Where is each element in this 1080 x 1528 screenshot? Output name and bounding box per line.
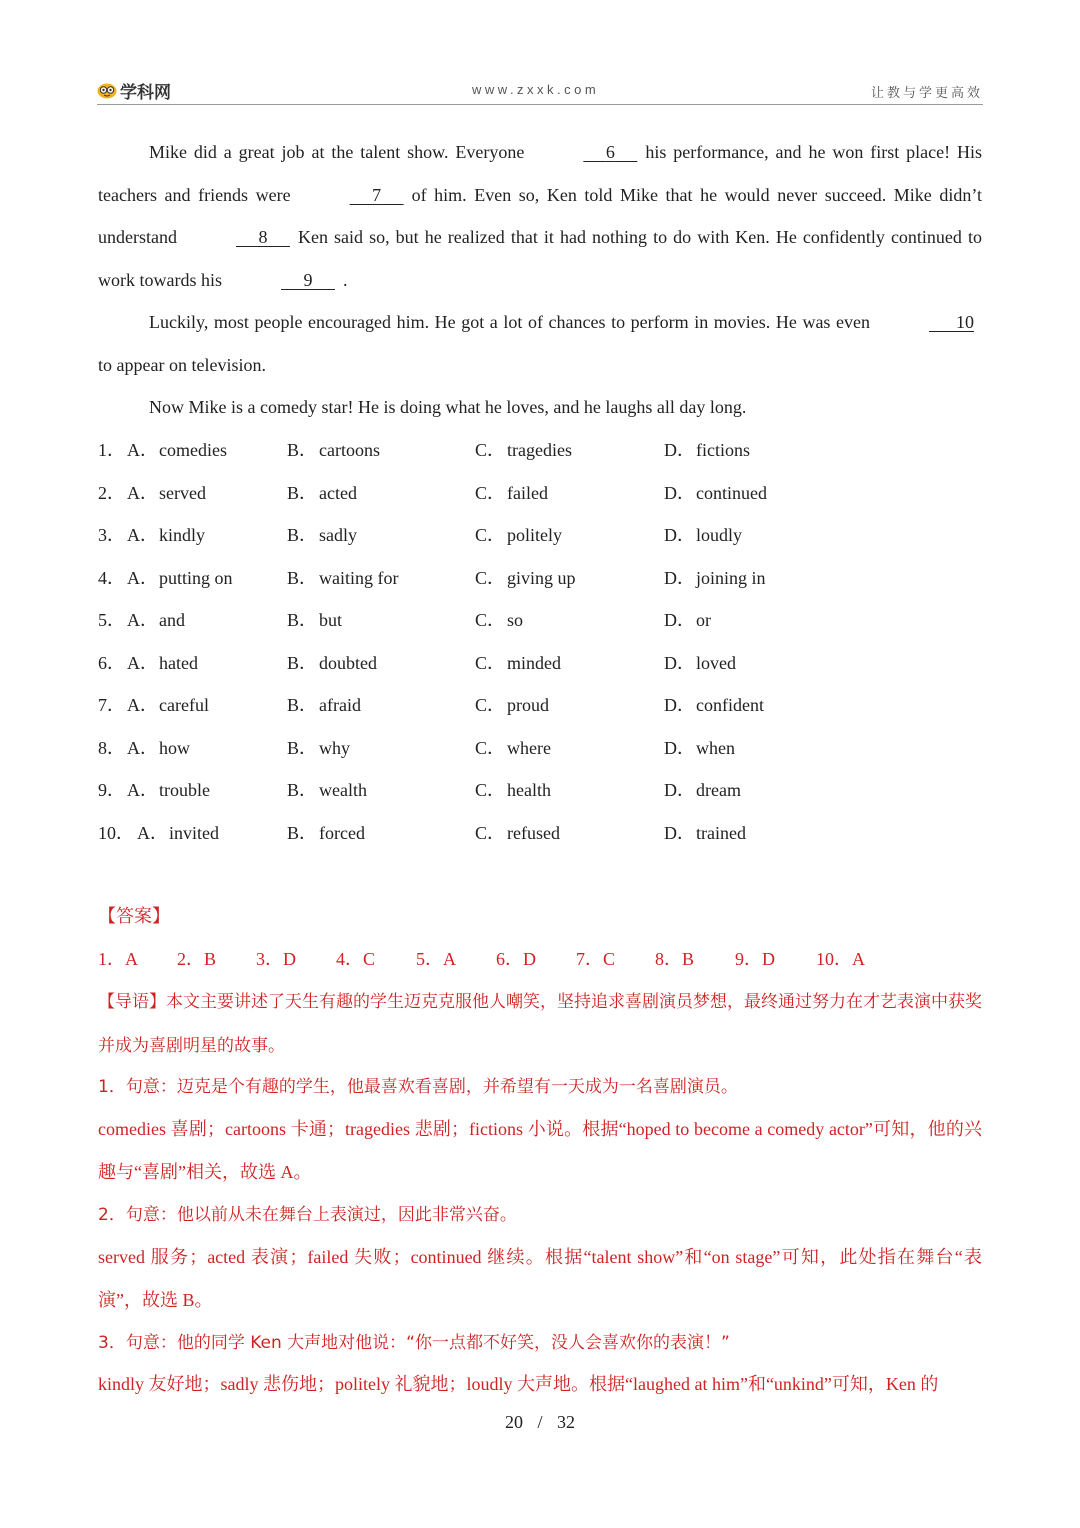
option-a: A．kindly — [127, 525, 206, 545]
option-b: B． why — [287, 737, 350, 758]
option-c: C． health — [475, 780, 551, 800]
answer-item: 5．A — [416, 949, 456, 969]
option-b: B． doubted — [287, 652, 377, 673]
question-row — [98, 514, 798, 557]
question-row — [98, 684, 798, 727]
option-b: B． but — [287, 610, 343, 630]
option-b: B． wealth — [287, 780, 367, 800]
option-d: D．or — [664, 610, 711, 630]
option-c: C． refused — [475, 822, 560, 843]
option-c: C． proud — [475, 695, 549, 715]
passage-text: Mike did a great job at the talent show. Everyone — [149, 142, 525, 162]
slogan: 让教与学更高效 — [870, 86, 983, 101]
option-d: D．loudly — [664, 525, 743, 545]
answer-item: 10．A — [816, 949, 865, 969]
question-row — [98, 557, 798, 600]
passage-text: Luckily, most people encouraged him. He got a lot of chances to perform in movies. He was even — [149, 312, 870, 332]
option-c: C． minded — [475, 652, 561, 673]
question-number: 6． — [98, 652, 125, 673]
answer-title: 【答案】 — [98, 906, 170, 927]
passage-text: his performance, and he won first place! His teachers and friends were — [98, 142, 982, 205]
q1-explanation — [98, 1108, 982, 1193]
option-c: C． giving up — [475, 567, 576, 588]
option-a: A．served — [127, 482, 206, 503]
option-c: C． politely — [475, 525, 562, 545]
passage-paragraph-3 — [98, 386, 982, 429]
answer-item: 3．D — [256, 949, 296, 969]
option-d: D．fictions — [664, 440, 750, 460]
option-d: D．joining in — [664, 567, 766, 588]
q2-heading — [98, 1193, 982, 1237]
option-a: A．trouble — [127, 780, 210, 800]
question-row — [98, 599, 798, 642]
q2-heading-text: 2．句意：他以前从未在舞台上表演过，因此非常兴奋。 — [98, 1205, 517, 1225]
passage-text: Now Mike is a comedy star! He is doing what he loves, and he laughs all day long. — [149, 397, 747, 417]
question-number: 5． — [98, 610, 125, 630]
option-c: C． where — [475, 737, 551, 758]
answer-item: 1．A — [98, 949, 138, 969]
page-footer — [0, 1412, 1080, 1433]
intro-label: 【导语】 — [98, 992, 166, 1012]
option-b: B． afraid — [287, 695, 361, 715]
q1-heading — [98, 1065, 982, 1109]
page-total: 32 — [557, 1412, 575, 1432]
page-number: 20 — [504, 1412, 523, 1432]
passage-paragraph-2 — [98, 301, 982, 386]
question-number: 9． — [98, 780, 125, 800]
passage-text: . — [343, 269, 348, 290]
site-url[interactable]: www.zxxk.com — [472, 82, 600, 97]
question-number: 7． — [98, 695, 125, 715]
blank-7 — [299, 174, 404, 217]
blank-number: 7 — [372, 184, 382, 205]
passage-text: of him. Even so, Ken told Mike that he would never succeed. Mike didn’t understand — [98, 184, 982, 247]
blank-number: 6 — [605, 142, 615, 162]
passage-text: Ken said so, but he realized that it had nothing to do with Ken. He confidently continued to work towards his — [98, 227, 982, 290]
blank-number: 10 — [956, 312, 974, 332]
option-d: D．continued — [664, 482, 767, 503]
option-a: A．comedies — [127, 440, 227, 460]
question-row — [98, 727, 798, 770]
answer-item: 7．C — [576, 949, 616, 969]
option-a: A．and — [127, 610, 185, 630]
logo-icon — [97, 81, 117, 99]
option-b: B． acted — [287, 482, 357, 503]
question-number: 10． — [98, 822, 134, 843]
option-d: D．dream — [664, 780, 741, 800]
option-d: D．loved — [664, 652, 736, 673]
passage-paragraph-1 — [98, 131, 982, 301]
option-b: B． forced — [287, 822, 365, 843]
q1-explanation-text: comedies 喜剧；cartoons 卡通；tragedies 悲剧；fictions 小说。根据“hoped to become a comedy actor”可知，他的兴趣与“喜剧”相关，故选 A。 — [98, 1119, 982, 1182]
q1-heading-text: 1．句意：迈克是个有趣的学生，他最喜欢看喜剧，并希望有一天成为一名喜剧演员。 — [98, 1077, 738, 1097]
option-d: D．trained — [664, 822, 746, 843]
passage-text: to appear on television. — [98, 354, 266, 375]
answer-item: 8．B — [655, 949, 695, 969]
options-list — [98, 429, 798, 854]
q2-explanation — [98, 1236, 982, 1321]
question-number: 8． — [98, 737, 125, 758]
option-a: A．invited — [137, 822, 219, 843]
question-number: 2． — [98, 482, 125, 503]
question-row — [98, 812, 798, 855]
blank-8 — [185, 216, 290, 259]
blank-10 — [878, 301, 974, 344]
option-b: B． cartoons — [287, 440, 380, 460]
blank-6 — [532, 131, 637, 174]
q2-explanation-text: served 服务；acted 表演；failed 失败；continued 继续。根据“talent show”和“on stage”可知，此处指在舞台“表演”，故选 B。 — [98, 1247, 982, 1310]
question-row — [98, 769, 798, 812]
intro-text: 本文主要讲述了天生有趣的学生迈克克服他人嘲笑，坚持追求喜剧演员梦想，最终通过努力在才艺表演中获奖并成为喜剧明星的故事。 — [98, 992, 982, 1056]
question-number: 4． — [98, 567, 125, 588]
question-number: 3． — [98, 525, 125, 545]
blank-number: 8 — [258, 227, 268, 247]
option-a: A．how — [127, 737, 190, 758]
option-c: C． tragedies — [475, 440, 572, 460]
q3-explanation-text: kindly 友好地；sadly 悲伤地；politely 礼貌地；loudly 大声地。根据“laughed at him”和“unkind”可知，Ken 的 — [98, 1374, 939, 1394]
question-row — [98, 642, 798, 685]
answer-item: 2．B — [177, 949, 217, 969]
answer-item: 4．C — [336, 949, 376, 969]
page-separator: / — [537, 1412, 543, 1432]
question-row — [98, 429, 798, 472]
q3-explanation — [98, 1363, 982, 1406]
q3-heading — [98, 1321, 982, 1365]
option-d: D．when — [664, 737, 735, 758]
option-a: A．careful — [127, 695, 209, 715]
answer-item: 6．D — [496, 949, 536, 969]
q3-heading-text: 3．句意：他的同学 Ken 大声地对他说：“你一点都不好笑，没人会喜欢你的表演！” — [98, 1333, 730, 1353]
option-c: C． so — [475, 610, 524, 630]
option-b: B． waiting for — [287, 567, 399, 588]
answer-item: 9．D — [735, 949, 775, 969]
option-c: C． failed — [475, 482, 548, 503]
blank-number: 9 — [303, 269, 313, 290]
option-a: A．hated — [127, 652, 198, 673]
question-row — [98, 472, 798, 515]
option-a: A．putting on — [127, 567, 233, 588]
question-number: 1． — [98, 440, 125, 460]
intro-paragraph — [98, 980, 982, 1067]
option-d: D．confident — [664, 695, 764, 715]
blank-9 — [230, 259, 335, 302]
logo — [97, 78, 171, 102]
page-header — [97, 76, 983, 105]
logo-text: 学科网 — [120, 82, 171, 103]
option-b: B． sadly — [287, 525, 357, 545]
